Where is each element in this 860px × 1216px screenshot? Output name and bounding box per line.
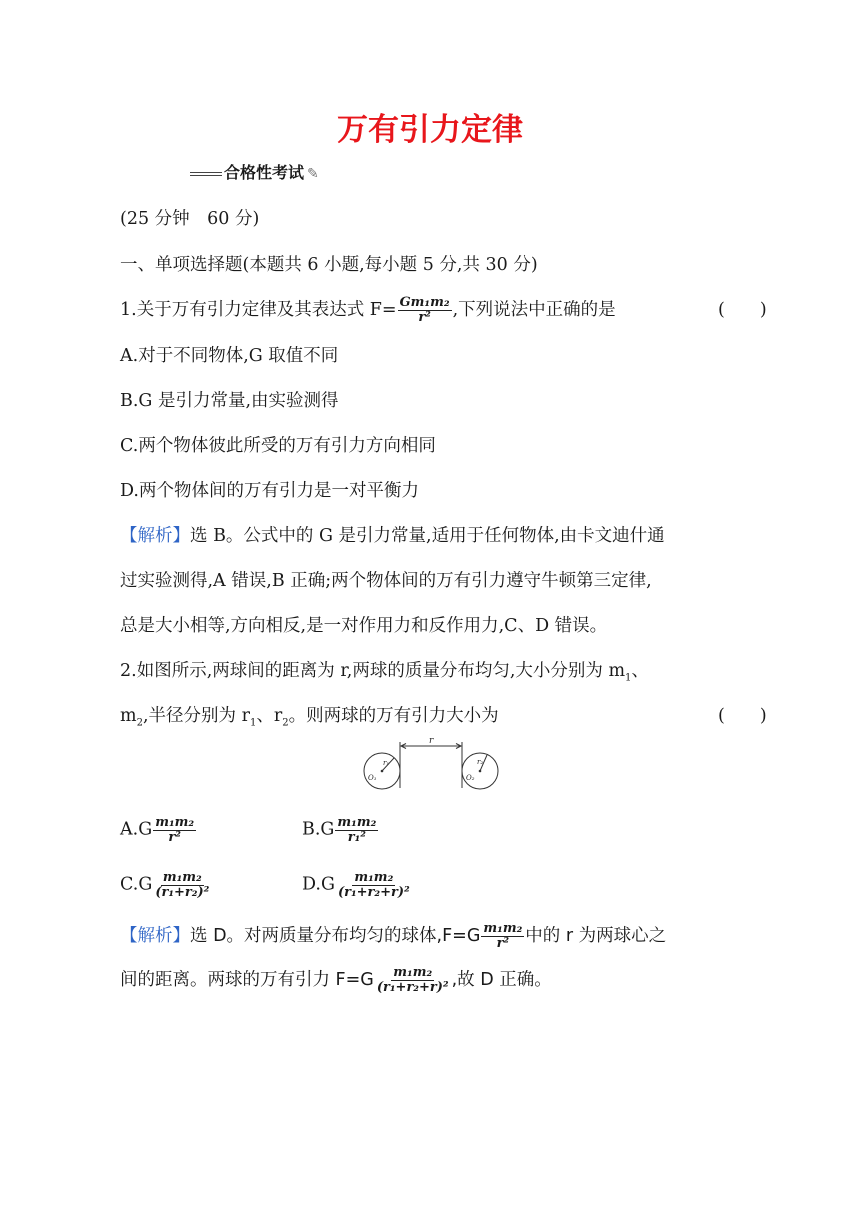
analysis-tag: 【解析】 (120, 926, 190, 947)
q2-stem-line-2: $m_2$,半径分别为 $r_1$、$r_2$。则两球的万有引力大小为 (120, 706, 499, 729)
q1-analysis-line-2: 过实验测得,A 错误,B 正确;两个物体间的万有引力遵守牛顿第三定律, (120, 571, 652, 591)
q2-analysis-line-2: 间的距离。两球的万有引力 F=G $\frac{\text{m₁m₂}}{\text{(r₁+r₂+r)²}}$ ,故 D 正确。 (120, 965, 552, 995)
q1-stem: 1.关于万有引力定律及其表达式 F= $\frac{\text{Gm₁m₂}}{\text{r²}}$ ,下列说法中正确的是 (120, 295, 616, 325)
q2-option-d: D.G $\frac{\text{m₁m₂}}{\text{(r₁+r₂+r)²}}$ (302, 870, 410, 900)
q2-answer-parens: ( ) (718, 706, 767, 726)
q2-option-b: B.G $\frac{\text{m₁m₂}}{\text{r₁²}}$ (302, 815, 377, 845)
pencil-icon: ✎ (307, 166, 319, 182)
q1-analysis-line-1: 【解析】选 B。公式中的 G 是引力常量,适用于任何物体,由卡文迪什通 (120, 526, 665, 546)
section-label-text: 合格性考试 (224, 163, 305, 182)
q1-answer-parens: ( ) (718, 300, 767, 320)
left-center-label: O₁ (368, 774, 377, 782)
q1-analysis-line-3: 总是大小相等,方向相反,是一对作用力和反作用力,C、D 错误。 (120, 616, 608, 636)
q1-option-d: D.两个物体间的万有引力是一对平衡力 (120, 481, 419, 501)
q1-formula: $\frac{\text{Gm₁m₂}}{\text{r²}}$ (399, 295, 450, 325)
right-radius-label: r₂ (477, 758, 484, 766)
page-title: 万有引力定律 (337, 112, 523, 148)
left-center-dot (381, 770, 384, 773)
double-rule-decoration (190, 172, 222, 176)
section-label (190, 160, 319, 183)
q1-option-b: B.G 是引力常量,由实验测得 (120, 391, 339, 411)
right-center-label: O₂ (466, 774, 475, 782)
q2-option-c: C.G $\frac{\text{m₁m₂}}{\text{(r₁+r₂)²}}$ (120, 870, 210, 900)
analysis-tag: 【解析】 (120, 526, 190, 546)
q1-option-c: C.两个物体彼此所受的万有引力方向相同 (120, 436, 436, 456)
time-score-info: (25 分钟 60 分) (120, 209, 260, 229)
q1-option-a: A.对于不同物体,G 取值不同 (120, 346, 339, 366)
q2-option-a: A.G $\frac{\text{m₁m₂}}{\text{r²}}$ (120, 815, 195, 845)
q2-analysis-line-1: 【解析】选 D。对两质量分布均匀的球体,F=G $\frac{\text{m₁m₂}}{\text{r²}}$ 中的 r 为两球心之 (120, 921, 667, 951)
part-heading: 一、单项选择题(本题共 6 小题,每小题 5 分,共 30 分) (120, 255, 538, 275)
two-spheres-figure (356, 734, 506, 792)
q2-stem-line-1: 2.如图所示,两球间的距离为 r,两球的质量分布均匀,大小分别为 $m_1$、 (120, 661, 649, 684)
left-radius-label: r₁ (383, 759, 390, 767)
right-center-dot (479, 770, 482, 773)
distance-label: r (429, 736, 434, 746)
